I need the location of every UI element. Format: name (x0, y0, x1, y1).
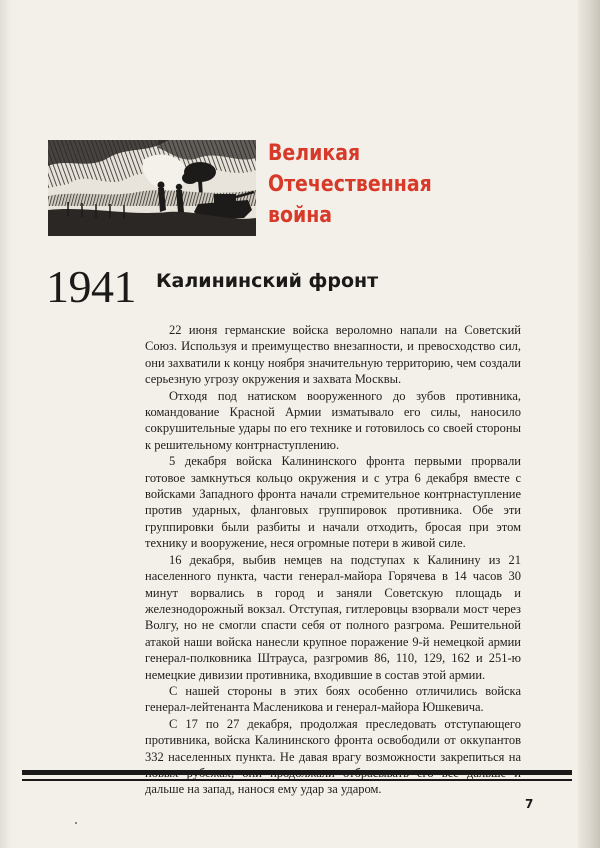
page-edge (578, 0, 600, 848)
war-engraving-icon (48, 140, 256, 236)
page-gutter-shadow (0, 0, 12, 848)
paragraph: 5 декабря войска Калининского фронта первыми прорвали готовое замкнуться кольцо окружения и с утра 6 декабря вместе с войсками Западного фронта начали стремительное контрнаступление против ударных, фланговых группировок противника. Обе эти группировки были разбиты и начали отходить, бросая при этом технику и вооружение, неся огромные потери в живой силе. (145, 454, 521, 551)
section-title-line-1: Великая (268, 141, 361, 166)
section-title-line-2: Отечественная (268, 172, 432, 197)
scan-speck (75, 822, 77, 824)
page-number: 7 (525, 797, 534, 811)
paragraph: С нашей стороны в этих боях особенно отличились войска генерал-лейтенанта Масленикова и генерал-майора Юшкевича. (145, 683, 521, 715)
paragraph: Отходя под натиском вооруженного до зубов противника, командование Красной Армии изматывало его силы, наносило сокрушительные удары по его технике и готовилось со своей стороны к решительному контрнаступлению. (145, 388, 521, 452)
footer-rule-thin (22, 779, 572, 781)
paragraph: 16 декабря, выбив немцев на подступах к Калинину из 21 населенного пункта, части генерал-майора Горячева в 14 часов 30 минут ворвались в город и заняли Советскую площадь и железнодорожный вокзал. Отступая, гитлеровцы взорвали мост через Волгу, но не смогли спасти себя от полного разгрома. Решительной атакой наши войска нанесли крупное поражение 9-й немецкой армии генерал-полковника Штрауса, разгромив 86, 110, 129, 162 и 251-ю немецкие дивизии противника, входившие в состав этой армии. (145, 552, 521, 682)
chapter-title: Калининский фронт (156, 270, 379, 292)
paragraph: С 17 по 27 декабря, продолжая преследовать отступающего противника, войска Калининского фронта освободили от оккупантов 332 населенных пункта. Не давая врагу возможности закрепиться на дальше на запад, нанося ему удар за ударом. (145, 716, 521, 797)
footer-rule-thick (22, 770, 572, 775)
paragraph: 22 июня германские войска вероломно напали на Советский Союз. Используя и преимущество внезапности, и превосходство сил, они захватили к концу ноября значительную территорию, чем создали серьезную угрозу окружения и захвата Москвы. (145, 323, 521, 387)
article-body (145, 322, 521, 798)
chapter-year: 1941 (46, 261, 136, 312)
section-title-line-3: война (268, 203, 333, 228)
section-title (268, 138, 432, 231)
